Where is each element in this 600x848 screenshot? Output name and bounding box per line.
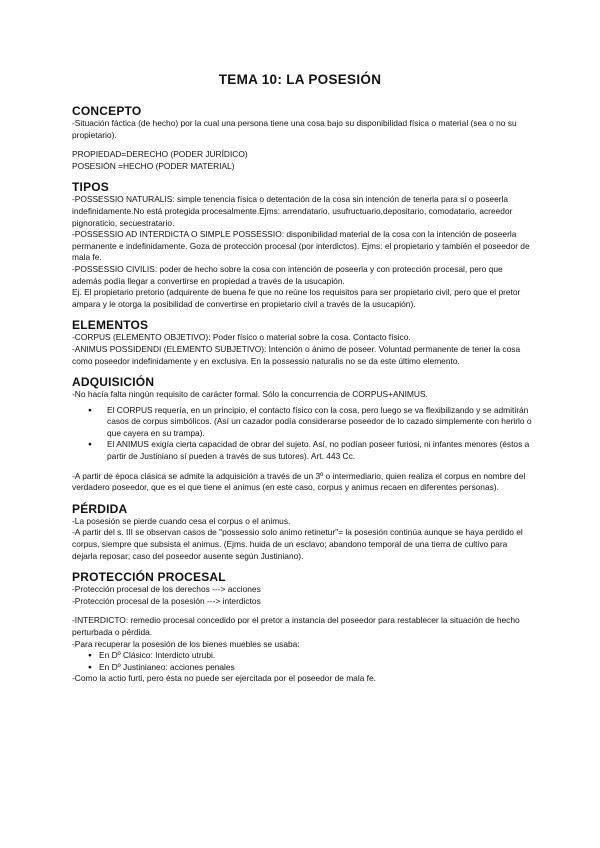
proteccion-derechos: -Protección procesal de los derechos ---> acciones [72,584,261,595]
proteccion-interdicto: -INTERDICTO: remedio procesal concedido por el pretor a instancia del poseedor para restablecer la situación de hecho perturbada o pérdida. [72,615,520,637]
heading-perdida: PÉRDIDA [72,501,128,516]
concepto-paragraph: -Situación fáctica (de hecho) por la cual una persona tiene una cosa bajo su disponibilidad física o material (sea o no su propietario). [72,118,517,140]
section-concepto [72,104,532,172]
section-perdida [72,502,532,562]
perdida-p1: -La posesión se pierde cuando cesa el corpus o el animus. [72,515,291,526]
tipos-ad-interdicta: -POSSESSIO AD INTERDICTA O SIMPLE POSSESSIO: disponibilidad material de la cosa con la intención de poseerla permanente e indefinidamente. Goza de protección procesal (por interdictos). Ejms: el propietario y también el poseedor de mala fe. [72,229,530,263]
list-item: ● El ANIMUS exigía cierta capacidad de obrar del sujeto. Así, no podían poseer furiosi, ni infantes menores (éstos a partir de Justiniano sí pueden a través de sus tutores). Art. 443 Cc. [86,439,532,462]
elementos-corpus: -CORPUS (ELEMENTO OBJETIVO): Poder físico o material sobre la cosa. Contacto físico. [72,332,411,343]
adquisicion-bullet-list [86,405,532,463]
heading-tipos: TIPOS [72,180,110,195]
adquisicion-intro: -No hacía falta ningún requisito de carácter formal. Sólo la concurrencia de CORPUS+ANIMUS. [72,389,428,400]
concepto-propiedad-line: PROPIEDAD=DERECHO (PODER JURÍDICO) [72,149,248,160]
document-body [72,104,532,685]
section-elementos [72,318,532,367]
section-tipos [72,180,532,310]
proteccion-posesion: -Protección procesal de la posesión ---> interdictos [72,595,261,606]
perdida-p2: -A partir del s. III se observan casos de "possessio solo animo retinetur"= la posesión continúa aunque se haya perdido el corpus, siempre que subsista el animus. (Ejms. huida de un esclavo; abandono temporal de una tierra de cultivo para dejarla reposar; caso del poseedor ausente según Justiniano). [72,527,523,561]
list-item: ● El CORPUS requería, en un principio, el contacto físico con la cosa, pero luego se va flexibilizando y se admitirán casos de corpus simbólicos. (Así un cazador podía considerarse poseedor de lo cazado simplemente con herirlo o que cayera en su trampa). [86,405,532,440]
heading-concepto: CONCEPTO [72,104,142,118]
list-item: ● En Dº Justinianeo: acciones penales [72,662,532,674]
section-adquisicion [72,375,532,494]
section-proteccion [72,570,532,685]
tipos-ejemplo: Ej. El propietario pretorio (adquirente de buena fe que no reúne los requisitos para ser propietario civil, pero que el pretor ampara y le otorga la posibilidad de convertirse en propietario civil a través de la usucapión). [72,287,521,309]
concepto-posesion-line: POSESIÓN =HECHO (PODER MATERIAL) [72,160,235,171]
heading-adquisicion: ADQUISICIÓN [72,375,155,390]
tipos-civilis: -POSSESSIO CIVILIS: poder de hecho sobre la cosa con intención de poseerla y con protección procesal, pero que además podía llegar a convertirse en propiedad a través de la usucapión. [72,263,503,286]
proteccion-muebles: -Para recuperar la posesión de los bienes muebles se usaba: [72,638,300,649]
tipos-naturalis: -POSSESSIO NATURALIS: simple tenencia física o detentación de la cosa sin intención de tenerla para sí o poseerla indefinidamente.No está protegida procesalmente.Ejms: arrendatario, usufructuario,depositario, comodatario, acreedor pignoraticio, secuestratario. [72,194,513,228]
document-title: TEMA 10: LA POSESIÓN [218,72,382,87]
heading-elementos: ELEMENTOS [72,318,149,333]
adquisicion-intermediario: -A partir de época clásica se admite la adquisición a través de un 3º o intermediario, quien realiza el corpus en nombre del verdadero poseedor, que es el que tiene el animus (en este caso, corpus y animus recaen en diferentes personas). [72,470,526,493]
elementos-animus: -ANIMUS POSSIDENDI (ELEMENTO SUBJETIVO): Intención o ánimo de poseer. Voluntad permanente de tener la cosa como poseedor indefinidamente y en exclusiva. En la possessio naturalis no se da este último elemento. [72,343,521,366]
heading-proteccion: PROTECCIÓN PROCESAL [72,570,226,585]
proteccion-actio-furti: -Como la actio furti, pero ésta no puede ser ejercitada por el poseedor de mala fe. [72,673,376,684]
list-item: ● En Dº Clásico: Interdicto utrubi. [72,650,532,662]
proteccion-bullet-list [72,650,532,673]
